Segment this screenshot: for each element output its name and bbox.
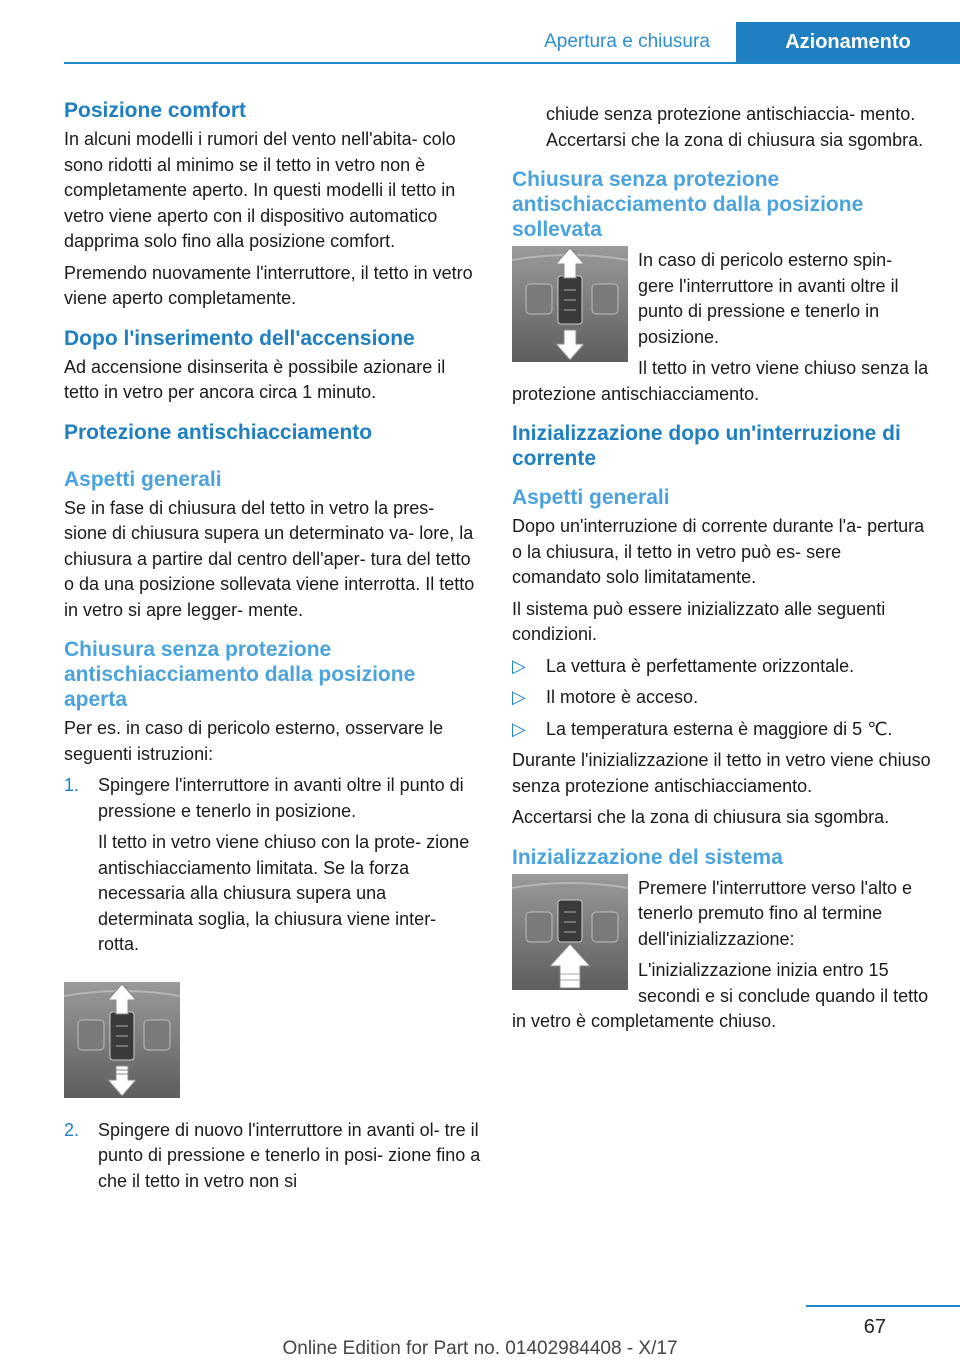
paragraph-sistema-1: Premere l'interruttore verso l'alto e tenerlo premuto fino al termine dell'inizializzazione: bbox=[638, 877, 912, 949]
paragraph-sollevata-1: In caso di pericolo esterno spin- gere l'interruttore in avanti oltre il punto di pressione e tenerlo in posizione. bbox=[638, 250, 899, 347]
condition-item bbox=[512, 717, 932, 743]
condition-item bbox=[512, 654, 932, 680]
heading-protezione-antischiacciamento: Protezione antischiacciamento bbox=[64, 420, 373, 444]
paragraph-aspetti-2b: Il sistema può essere inizializzato alle seguenti condizioni. bbox=[512, 598, 886, 644]
left-column bbox=[64, 98, 482, 1200]
step-1-number: 1. bbox=[64, 775, 80, 795]
condition-item bbox=[512, 685, 932, 711]
page-number: 67 bbox=[863, 1316, 886, 1338]
paragraph-sollevata-2: Il tetto in vetro viene chiuso senza la protezione antischiacciamento. bbox=[512, 358, 929, 404]
step-1 bbox=[64, 773, 482, 958]
roof-switch-push-forward-image bbox=[64, 982, 180, 1098]
heading-aspetti-generali: Aspetti generali bbox=[64, 467, 222, 491]
paragraph-step2-continued: chiude senza protezione antischiaccia- mento. Accertarsi che la zona di chiusura sia sgombra. bbox=[546, 104, 924, 150]
bullet-triangle-icon: ▷ bbox=[512, 655, 526, 676]
paragraph-sistema-2: L'inizializzazione inizia entro 15 secondi e si conclude quando il tetto in vetro è completamente chiuso. bbox=[512, 960, 929, 1031]
paragraph-durante: Durante l'inizializzazione il tetto in vetro viene chiuso senza protezione antischiacciamento. bbox=[512, 750, 931, 796]
step-1-text: Spingere l'interruttore in avanti oltre il punto di pressione e tenerlo in posizione. bbox=[98, 775, 464, 821]
condition-text: La temperatura esterna è maggiore di 5 ℃. bbox=[546, 718, 893, 739]
header-chapter-tab: Azionamento bbox=[736, 22, 960, 62]
heading-posizione-comfort: Posizione comfort bbox=[64, 99, 247, 122]
step-2 bbox=[64, 1118, 482, 1195]
steps-list-continued bbox=[64, 1118, 482, 1195]
roof-switch-press-up-image bbox=[512, 874, 628, 990]
right-column bbox=[512, 102, 932, 1041]
footer-rule bbox=[806, 1305, 960, 1307]
step-1-result: Il tetto in vetro viene chiuso con la prote- zione antischiacciamento limitata. Se la forza necessaria alla chiusura supera una determinata soglia, la chiusura viene inter- rotta. bbox=[98, 832, 470, 954]
paragraph-comfort-2: Premendo nuovamente l'interruttore, il tetto in vetro viene aperto completamente. bbox=[64, 262, 473, 308]
bullet-triangle-icon: ▷ bbox=[512, 687, 526, 707]
paragraph-chiusura-aperta: Per es. in caso di pericolo esterno, osservare le seguenti istruzioni: bbox=[64, 718, 444, 764]
steps-list bbox=[64, 773, 482, 958]
header-rule bbox=[64, 62, 960, 64]
conditions-list bbox=[512, 654, 932, 743]
paragraph-comfort-1: In alcuni modelli i rumori del vento nell'abita- colo sono ridotti al minimo se il tetto in vetro non è completamente aperto. In questi modelli il tetto in vetro viene aperto con il dispositivo automatico dapprima solo fino alla posizione comfort. bbox=[64, 129, 456, 251]
bullet-triangle-icon: ▷ bbox=[512, 718, 526, 739]
condition-text: Il motore è acceso. bbox=[546, 687, 699, 707]
heading-inizializzazione-sistema: Inizializzazione del sistema bbox=[512, 845, 783, 869]
heading-chiusura-posizione-aperta: Chiusura senza protezione antischiacciamento dalla posizione aperta bbox=[64, 638, 416, 711]
paragraph-accertarsi: Accertarsi che la zona di chiusura sia sgombra. bbox=[512, 807, 890, 827]
paragraph-accensione: Ad accensione disinserita è possibile azionare il tetto in vetro per ancora circa 1 minuto. bbox=[64, 356, 446, 402]
heading-chiusura-posizione-sollevata: Chiusura senza protezione antischiacciamento dalla posizione sollevata bbox=[512, 168, 864, 241]
step-2-number: 2. bbox=[64, 1119, 80, 1140]
paragraph-aspetti-generali: Se in fase di chiusura del tetto in vetro la pres- sione di chiusura supera un determinato va- lore, la chiusura a partire dal centro dell'aper- tura del tetto o da una posizione sollevata viene interrotta. Il tetto in vetro si apre legger- mente. bbox=[64, 497, 475, 620]
step-2-text: Spingere di nuovo l'interruttore in avanti ol- tre il punto di pressione e tenerlo in posi- zione fino a che il tetto in vetro non si bbox=[98, 1119, 481, 1191]
footer-edition: Online Edition for Part no. 01402984408 - X/17 bbox=[282, 1338, 678, 1359]
heading-inizializzazione-interruzione: Inizializzazione dopo un'interruzione di corrente bbox=[512, 422, 901, 470]
heading-dopo-accensione: Dopo l'inserimento dell'accensione bbox=[64, 326, 415, 350]
heading-aspetti-generali-2: Aspetti generali bbox=[512, 486, 670, 509]
header-section-tab: Apertura e chiusura bbox=[544, 31, 710, 52]
paragraph-aspetti-2a: Dopo un'interruzione di corrente durante l'a- pertura o la chiusura, il tetto in vetro può es- sere comandato solo limitatamente. bbox=[512, 516, 925, 587]
roof-switch-sollevata-image bbox=[512, 246, 628, 362]
condition-text: La vettura è perfettamente orizzontale. bbox=[546, 655, 855, 676]
